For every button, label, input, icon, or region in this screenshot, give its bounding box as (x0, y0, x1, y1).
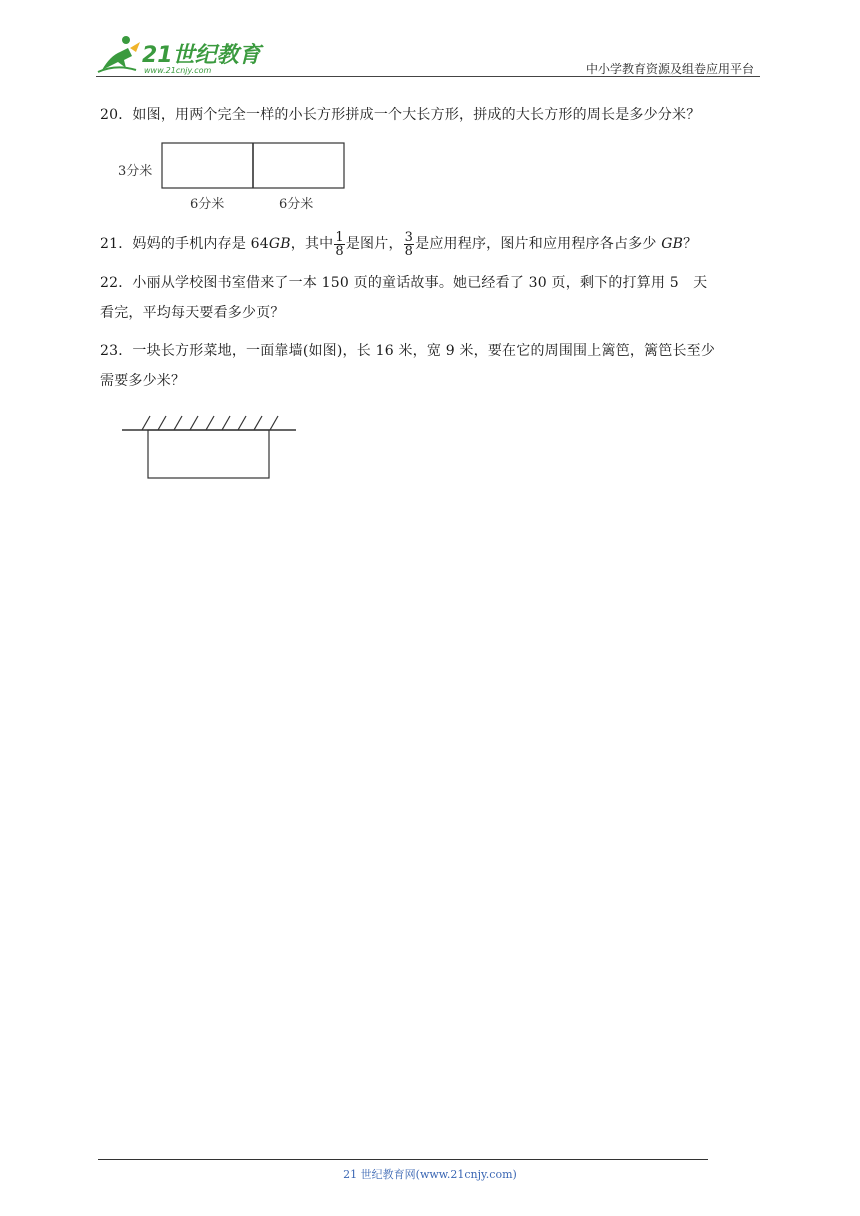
two-rectangles-figure (116, 140, 356, 216)
site-logo (96, 34, 266, 76)
garden-wall-figure (120, 410, 300, 484)
q21-text-1: 21．妈妈的手机内存是 64 (100, 236, 269, 252)
fraction-three-eighths: $\frac{3}{8}$ (404, 229, 414, 259)
garden-rectangle (148, 430, 269, 478)
svg-text:www.21cnjy.com: www.21cnjy.com (144, 66, 212, 75)
question-23 (100, 336, 762, 396)
q21-text-3: 是图片， (345, 236, 403, 252)
header-rule (96, 76, 760, 77)
width-label-left: 6分米 (190, 197, 225, 212)
fraction-one-eighth: $\frac{1}{8}$ (335, 229, 344, 259)
width-label-right: 6分米 (279, 197, 314, 212)
runner-icon (98, 36, 140, 72)
q21-unit-2: GB (661, 236, 684, 252)
q23-line-1: 23．一块长方形菜地，一面靠墙(如图)，长 16 米，宽 9 米，要在它的周围围上篱笆，篱笆长至少 (100, 343, 716, 359)
page-header (96, 32, 760, 78)
question-22 (100, 268, 762, 328)
q23-line-2: 需要多少米？ (100, 373, 186, 389)
q21-text-4: 是应用程序，图片和应用程序各占多少 (415, 236, 662, 252)
platform-name: 中小学教育资源及组卷应用平台 (585, 62, 754, 76)
q22-line-2: 看完，平均每天要看多少页？ (100, 305, 285, 321)
q21-text-5: ？ (683, 236, 698, 252)
footer-rule (98, 1159, 708, 1160)
q22-line-1: 22．小丽从学校图书室借来了一本 150 页的童话故事。她已经看了 30 页，剩下的打算用 5 天 (100, 275, 708, 291)
q21-text-2: ，其中 (290, 236, 334, 252)
q21-unit-1: GB (268, 236, 291, 252)
height-label: 3分米 (118, 164, 153, 179)
question-21 (100, 229, 762, 259)
svg-text:21世纪教育: 21世纪教育 (142, 43, 261, 68)
footer-source: 21 世纪教育网(www.21cnjy.com) (343, 1168, 517, 1181)
question-20: 20．如图，用两个完全一样的小长方形拼成一个大长方形，拼成的大长方形的周长是多少分米？ (100, 107, 701, 123)
wall-hatching (142, 416, 278, 430)
